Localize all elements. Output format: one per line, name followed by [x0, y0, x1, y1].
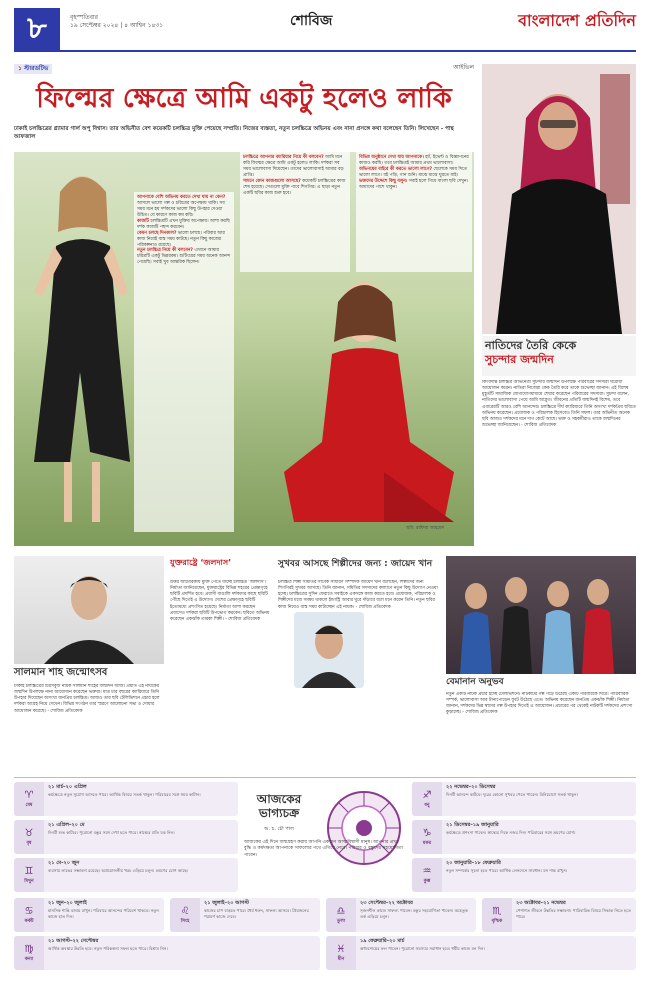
horoscope-card [482, 898, 636, 932]
qa-answer: ছেলেকে সময় দিতে ভালো লাগে। বই পড়ি, গান শুনি। মাঝে মাঝে ঘুরতে যাই। [359, 166, 468, 178]
horoscope-author: অ. চ. চৌ পাল [264, 826, 294, 832]
photo-credit: ছবি: রাফিয়া আহমেদ [406, 525, 444, 531]
zayed-khan-photo [294, 612, 364, 688]
zodiac-pisces-icon: ♓ [336, 944, 346, 956]
actress-figure-left [20, 162, 140, 542]
horoscope-card [14, 936, 320, 970]
qa-item [359, 155, 469, 167]
zodiac-badge [412, 858, 442, 892]
bemanan-title: বেমানান অনুভব [446, 677, 504, 687]
zodiac-dates: ২২ নভেম্বর–২০ ডিসেম্বর [446, 784, 496, 790]
zodiac-name: মিথুন [24, 878, 34, 884]
zodiac-name: কর্কট [24, 918, 34, 924]
masthead [0, 0, 650, 58]
kicker-label: স্টারডটিভ [24, 65, 49, 72]
qa-answer: এখানে আমার চরিত্রটি একটু ভিন্নরকম। শুটিংয়ের সময় অনেক আনন্দ পেয়েছি। সবাই খুব আন্তরিক ছিলেন। [137, 248, 231, 266]
actress-photo [14, 152, 474, 546]
qa-answer: সবাই হলে গিয়ে বাংলা ছবি দেখুন। আমাদের পাশে থাকুন। [359, 178, 469, 190]
qa-answer: আসলে ভালো গল্প ও চরিত্রের অপেক্ষায় থাকি। সব সময় মনে হয় দর্শকদের ভালো কিছু উপহার দেওয়া উচিত। যে কারণে কাজ কম করি। [137, 200, 225, 218]
zodiac-badge [14, 858, 44, 892]
qa-item [137, 195, 231, 219]
zodiac-text: ব্যবসায় লাভের সম্ভাবনা রয়েছে। অপ্রয়োজনীয় খরচ এড়িয়ে চলুন। ভ্রমণের যোগ আছে। [48, 868, 189, 873]
zodiac-cancer-icon: ♋ [24, 906, 34, 918]
zodiac-name: সিংহ [180, 918, 190, 924]
newspaper-logo: বাংলাদেশ প্রতিদিন [518, 11, 636, 30]
zodiac-name: বৃষ [26, 840, 32, 846]
qa-question: ভক্তদের উদ্দেশে কিছু বলুন। [359, 178, 408, 184]
zodiac-capricorn-icon: ♑ [422, 828, 432, 840]
zodiac-badge [412, 820, 442, 854]
qa-question: চলচ্চিত্রে আপনার ক্যারিয়ার নিয়ে কী বলবেন? [243, 155, 324, 160]
horoscope-intro: আজকের এই দিনে জন্মগ্রহণ করায় আপনি একজন আত্মবিশ্বাসী মানুষ। আপনার প্রখর বুদ্ধি ও কর্মদক্ষতা আপনাকে সাফল্যের পথে এগিয়ে নেবে। পরিবার ও বন্ধুদের সহযোগিতা পাবেন। [244, 840, 403, 858]
sidebar-title-line2: সুচন্দার জন্মদিন [485, 353, 554, 367]
zodiac-aquarius-icon: ♒ [422, 866, 432, 878]
bemanan-cast-photo [446, 556, 636, 674]
zodiac-dates: ১৯ ফেব্রুয়ারি–২০ মার্চ [360, 938, 405, 944]
bemanan-body: নতুন একটি নাটক প্রচার হচ্ছে টেলিভিশনে। নাটকটির গল্প গড়ে উঠেছে একটি পরিবারকে ঘিরে। পারিবারিক সম্পর্ক, ভালোবাসা আর টানাপোড়েন ফুটে উঠেছে এতে। অভিনয় করেছেন জনপ্রিয় একঝাঁক শিল্পী। নির্মাতা জানান, দর্শকদের ভিন্ন স্বাদের গল্প উপহার দিতেই এ আয়োজন। প্রচারের পর থেকেই নাটকটি দর্শকদের প্রশংসা কুড়াচ্ছে। - শোবিজ প্রতিবেদক [446, 692, 633, 716]
zodiac-dates: ২০ জানুয়ারি–১৮ ফেব্রুয়ারি [446, 860, 501, 866]
zodiac-name: ধনু [424, 802, 430, 808]
salman-body: ঢাকাই চলচ্চিত্রের চিরসবুজ নায়ক সালমান শাহের জন্মদিন আজ। প্রয়াত এই নায়কের জন্মদিন উপলক্ষে নানা আয়োজন করেছেন ভক্তরা। মাত্র চার বছরের ক্যারিয়ারে তিনি উপহার দিয়েছেন অসংখ্য জনপ্রিয় চলচ্চিত্র। আজও তার ছবি টেলিভিশনে প্রচার হলে দর্শকরা আগ্রহ নিয়ে দেখেন। বিভিন্ন সংগঠন তার স্মরণে আলোচনা সভা ও দোয়ার আয়োজন করেছে। - শোবিজ প্রতিবেদক [14, 684, 160, 714]
zodiac-badge [14, 936, 44, 970]
qa-column-middle [240, 152, 350, 272]
horoscope-card [326, 898, 476, 932]
zodiac-badge [326, 898, 356, 932]
qa-item [359, 179, 469, 191]
horoscope-card [412, 858, 636, 892]
zodiac-text: পেশাগত জীবনে উন্নতির সম্ভাবনা। পারিবারিক বিষয়ে সিদ্ধান্ত নিতে হতে পারে। [516, 908, 631, 919]
zodiac-name: মেষ [25, 802, 33, 808]
page-number: ৮ [14, 8, 60, 50]
zodiac-badge [412, 782, 442, 816]
qa-question: কাজটি [137, 218, 149, 224]
horoscope-center [244, 782, 406, 892]
qa-item [137, 231, 231, 249]
zodiac-sagittarius-icon: ♐ [422, 790, 432, 802]
qa-question: সামনে কোন কাজগুলো আসছে? [243, 178, 301, 184]
zodiac-name: মীন [337, 956, 345, 962]
middle-row [14, 556, 636, 776]
qa-item [243, 179, 347, 197]
zodiac-virgo-icon: ♍ [24, 944, 34, 956]
horoscope-card [14, 820, 238, 854]
zodiac-badge [14, 782, 44, 816]
kicker-number: ১ [18, 65, 22, 72]
zodiac-text: কর্মক্ষেত্রে নতুন সুযোগ আসতে পারে। আর্থিক বিষয়ে সতর্ক থাকুন। পরিবারের সঙ্গে সময় কাটান। [48, 792, 201, 797]
zodiac-text: সৃজনশীল কাজে সাফল্য পাবেন। বন্ধুর সহযোগিতা পাবেন। অহেতুক তর্ক এড়িয়ে চলুন। [360, 908, 468, 919]
qa-question: কেমন চলছে দিনকাল? [137, 230, 177, 236]
zodiac-text: দিনটি আনন্দে কাটবে। দূরের কোনো সুখবর পেতে পারেন। বিনিয়োগে সতর্ক থাকুন। [446, 792, 579, 797]
zodiac-dates: ২৩ অক্টোবর–২১ নভেম্বর [516, 900, 566, 906]
zodiac-dates: ২১ ডিসেম্বর–১৯ জানুয়ারি [446, 822, 499, 828]
sukhobor-title: সুখবর আসছে শিল্পীদের জন্য : জায়েদ খান [278, 559, 433, 569]
zodiac-gemini-icon: ♊ [24, 866, 34, 878]
dateline: বৃহস্পতিবার ১৯ সেপ্টেম্বর ২০২৪ | ৪ আশ্বিন ১৪৩১ [70, 14, 164, 30]
horoscope-card [14, 782, 238, 816]
horoscope-section [14, 782, 636, 972]
horoscope-card [14, 858, 238, 892]
sidebar-title-line1: নাতিদের তৈরি কেকে [485, 339, 577, 352]
salman-title: সালমান শাহ জন্মোৎসব [14, 667, 108, 678]
zodiac-text: নতুন সম্পর্কের সূচনা হতে পারে। আর্থিক লেনদেনে সাবধান। মন শান্ত রাখুন। [446, 868, 568, 873]
sidebar-title-box [482, 336, 636, 376]
zodiac-text: কর্মক্ষেত্রে প্রশংসা পাবেন। স্বাস্থ্যের দিকে নজর দিন। পরিবারের সঙ্গে ভ্রমণের যোগ। [446, 830, 576, 835]
zodiac-badge [170, 898, 200, 932]
zodiac-leo-icon: ♌ [180, 906, 190, 918]
zodiac-badge [14, 820, 44, 854]
jukto-title: যুক্তরাষ্ট্রে ‘জলদাস’ [170, 558, 232, 567]
qa-question: আপনাকে বেশি অভিনয় করতে দেখা যায় না কেন? [137, 195, 226, 200]
qa-answer: কয়েকটি চলচ্চিত্রের কাজ শেষ হয়েছে। সেগুলো মুক্তি পাবে শিগগির। এ ছাড়া নতুন একটি ছবির কাজ শুরু হবে। [243, 178, 346, 196]
section-title: শোবিজ [290, 13, 333, 29]
zodiac-dates: ২১ আগস্ট–২২ সেপ্টেম্বর [48, 938, 99, 944]
zodiac-dates: ২১ মে–২০ জুন [48, 860, 80, 866]
qa-answer: আমি মনে করি ফিল্মের ক্ষেত্রে আমি একটু হলেও লাকি। দর্শকরা সব সময় ভালোবাসা দিয়েছেন। তাদের ভালোবাসাই আমার বড় প্রাপ্তি। [243, 155, 344, 178]
zodiac-badge [482, 898, 512, 932]
zodiac-text: অধ্যবসায়ের ফল পাবেন। পুরোনো সমস্যার সমাধান হবে। ধর্মীয় কাজে মন দিন। [360, 946, 485, 951]
interview-tag: আইভিল [453, 64, 474, 71]
zayed-figure [294, 612, 364, 688]
zodiac-dates: ২১ জুলাই–২০ আগস্ট [204, 900, 249, 906]
zodiac-dates: ২১ জুন–২০ জুলাই [48, 900, 87, 906]
zodiac-text: দিনটি শুভ কাটবে। পুরোনো বন্ধুর সঙ্গে দেখা হতে পারে। স্বাস্থ্যের প্রতি যত্ন নিন। [48, 830, 175, 835]
qa-question: নতুন চলচ্চিত্র নিয়ে কী বলবেন? [137, 248, 193, 254]
zodiac-name: তুলা [336, 918, 346, 924]
zodiac-libra-icon: ♎ [336, 906, 346, 918]
sidebar-article [482, 60, 636, 550]
qa-item [243, 155, 347, 179]
feature-intro: ঢাকাই চলচ্চিত্রের গ্ল্যামার গার্ল অপু বিশ্বাস। তার অভিনীত বেশ কয়েকটি চলচ্চিত্র মুক্তি পেয়েছে সম্প্রতি। নিজের ব্যস্ততা, নতুন চলচ্চিত্রে অভিনয় এবং নানা প্রসঙ্গে কথা বলেছেন তিনি। লিখেছেন - পান্থ আফজাল [14, 126, 454, 140]
zodiac-name: বৃশ্চিক [491, 918, 503, 924]
zodiac-badge [14, 898, 44, 932]
jukto-body: উত্তর আমেরিকায় মুক্তি পেতে যাচ্ছে চলচ্চিত্র ‘জলদাস’। নির্মাতা জানিয়েছেন, যুক্তরাষ্ট্রের বিভিন্ন শহরের প্রেক্ষাগৃহে ছবিটি প্রদর্শিত হবে। প্রবাসী বাঙালি দর্শকদের কাছে ছবিটি পৌঁছে দিতেই এ উদ্যোগ। দেশের প্রেক্ষাগৃহে ছবিটি ইতোমধ্যে প্রশংসিত হয়েছে। নির্মাতা আশা করছেন প্রবাসেও দর্শকরা ছবিটি উপভোগ করবেন। ছবিতে অভিনয় করেছেন একঝাঁক তারকা শিল্পী। - শোবিজ প্রতিবেদক [170, 580, 270, 622]
horoscope-card [412, 782, 636, 816]
qa-answer: হ্যাঁ, ইভেন্ট ও বিজ্ঞাপনের কাজও করছি। তবে চলচ্চিত্রই আমার প্রথম ভালোবাসা। [359, 155, 469, 166]
qa-answer: চলচ্চিত্রটি এখন মুক্তির অপেক্ষায়। আশা করছি দর্শক কাজটি পছন্দ করবেন। [137, 218, 230, 230]
section-divider [14, 777, 636, 778]
zodiac-dates: ২১ এপ্রিল–২০ মে [48, 822, 85, 828]
masthead-rule [14, 50, 636, 52]
zodiac-text: কাজের চাপ বাড়তে পারে। ধৈর্য ধরুন, সাফল্য আসবে। প্রিয়জনের পরামর্শ কাজে দেবে। [204, 908, 309, 919]
sukhobor-body: চলচ্চিত্র শিল্পী সমিতির সাবেক সাধারণ সম্পাদক জায়েদ খান বলেছেন, শিল্পীদের জন্য শিগগিরই সুখবর আসছে। তিনি জানান, সমিতির সদস্যদের কল্যাণে নতুন কিছু উদ্যোগ নেওয়া হচ্ছে। চলচ্চিত্রের সুদিন ফেরাতে সবাইকে একসঙ্গে কাজ করতে হবে। প্রযোজক, পরিচালক ও শিল্পীদের মধ্যে সমন্বয় থাকলে ইন্ডাস্ট্রি আবার ঘুরে দাঁড়াবে বলে মনে করেন তিনি। নতুন ছবির কাজ নিয়েও ব্যস্ত সময় কাটাচ্ছেন এই নায়ক। - শোবিজ প্রতিবেদক [278, 580, 438, 610]
zodiac-dates: ২৩ সেপ্টেম্বর–২২ অক্টোবর [360, 900, 413, 906]
bemanan-figures [446, 556, 636, 674]
qa-item [359, 167, 469, 179]
qa-question: বিভিন্ন অনুষ্ঠানে দেখা যায় আপনাকে। [359, 155, 424, 160]
zodiac-aries-icon: ♈ [24, 790, 34, 802]
zodiac-badge [326, 936, 356, 970]
zodiac-name: কুম্ভ [423, 878, 431, 884]
qa-item [137, 219, 231, 231]
sidebar-title [485, 339, 633, 368]
zodiac-name: কন্যা [24, 956, 34, 962]
horoscope-card [326, 936, 636, 970]
zodiac-scorpio-icon: ♏ [492, 906, 502, 918]
suchanda-photo [482, 64, 636, 334]
horoscope-card [170, 898, 320, 932]
zodiac-dates: ২১ মার্চ–২০ এপ্রিল [48, 784, 87, 790]
qa-column-left [134, 192, 234, 532]
qa-answer: ভালো চলছে। পরিবার আর কাজ নিয়েই ব্যস্ত সময় কাটছে। নতুন কিছু কাজের পরিকল্পনাও রয়েছে। [137, 230, 225, 248]
zodiac-text: মানসিক শান্তি বজায় রাখুন। পরিবারে আনন্দের পরিবেশ থাকবে। নতুন কাজে হাত দিন। [48, 908, 159, 919]
actress-figure-right [264, 272, 464, 542]
sidebar-body: কিংবদন্তি চলচ্চিত্র অভিনেত্রী সুচন্দার জন্মদিন উপলক্ষে পরিবারের সদস্যরা ঘরোয়া আয়োজন করেন। নাতিরা নিজেরা কেক তৈরি করে তাকে শুভেচ্ছা জানান। এই বিশেষ মুহূর্তটি সামাজিক যোগাযোগমাধ্যমে শেয়ার করেছেন পরিবারের সদস্যরা। সুচন্দা বলেন, নাতিদের ভালোবাসা পেয়ে আমি আপ্লুত। জীবনের প্রতিটি জন্মদিনই বিশেষ, তবে এবারেরটি আরও বেশি আনন্দের। চলচ্চিত্রে দীর্ঘ ক্যারিয়ারে তিনি অসংখ্য দর্শকপ্রিয় ছবিতে অভিনয় করেছেন। প্রযোজক ও পরিচালক হিসেবেও তিনি সফল। তার অভিনীত অনেক ছবি আজও দর্শকদের মনে দাগ কেটে আছে। ভক্ত ও সহকর্মীরাও তাকে জন্মদিনের শুভেচ্ছা জানিয়েছেন। - শোবিজ প্রতিবেদক [482, 380, 636, 429]
qa-question: অভিনয়ের বাইরে কী করতে ভালো লাগে? [359, 166, 432, 172]
qa-column-right [356, 152, 472, 272]
zodiac-name: মকর [422, 840, 432, 846]
zodiac-text: আর্থিক অবস্থার উন্নতি হবে। নতুন পরিকল্পনা সফল হতে পারে। বিশ্রাম নিন। [48, 946, 168, 951]
salman-shah-photo [14, 556, 164, 664]
qa-item [137, 248, 231, 266]
zodiac-taurus-icon: ♉ [24, 828, 34, 840]
feature-article [14, 60, 474, 550]
horoscope-card [412, 820, 636, 854]
feature-kicker [14, 64, 52, 74]
salman-figure [14, 556, 164, 664]
feature-headline: ফিল্মের ক্ষেত্রে আমি একটু হলেও লাকি [36, 83, 452, 114]
horoscope-title: আজকের ভাগ্যচক্র [256, 792, 302, 821]
horoscope-card [14, 898, 164, 932]
suchanda-figure [482, 64, 636, 334]
